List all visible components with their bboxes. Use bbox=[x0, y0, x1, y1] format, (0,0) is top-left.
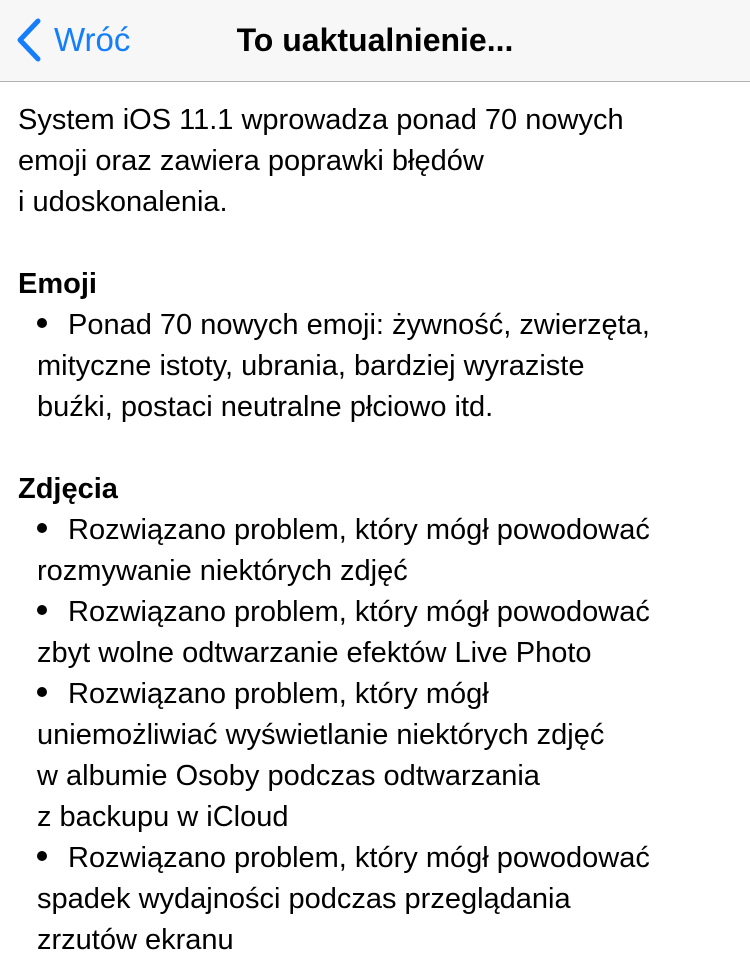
back-button-label: Wróć bbox=[54, 21, 131, 58]
bullet-icon bbox=[37, 687, 47, 697]
section-photos bbox=[18, 469, 732, 961]
list-item-text: mityczne istoty, ubrania, bardziej wyraziste bbox=[37, 350, 585, 382]
list-item-text: buźki, postaci neutralne płciowo itd. bbox=[37, 391, 494, 423]
list-item-text: w albumie Osoby podczas odtwarzania bbox=[37, 760, 540, 792]
list-item bbox=[18, 510, 732, 592]
section-heading: Zdjęcia bbox=[18, 473, 118, 505]
release-notes-content bbox=[18, 100, 732, 961]
list-item bbox=[18, 674, 732, 838]
chevron-left-icon bbox=[14, 17, 44, 63]
list-item bbox=[18, 305, 732, 428]
section-heading: Emoji bbox=[18, 268, 97, 300]
list-item-text: z backupu w iCloud bbox=[37, 801, 289, 833]
list-item-text: rozmywanie niektórych zdjęć bbox=[37, 555, 408, 587]
list-item-text: zbyt wolne odtwarzanie efektów Live Photo bbox=[37, 637, 592, 669]
back-button[interactable] bbox=[14, 16, 130, 64]
navigation-bar bbox=[0, 0, 750, 82]
bullet-icon bbox=[37, 523, 47, 533]
list-item-text: Rozwiązano problem, który mógł powodować bbox=[68, 842, 650, 874]
bullet-icon bbox=[37, 318, 47, 328]
list-item-text: Rozwiązano problem, który mógł bbox=[68, 678, 489, 710]
list-item-text: uniemożliwiać wyświetlanie niektórych zdjęć bbox=[37, 719, 605, 751]
list-item bbox=[18, 592, 732, 674]
intro-line: i udoskonalenia. bbox=[18, 186, 228, 218]
bullet-icon bbox=[37, 851, 47, 861]
list-item-text: Rozwiązano problem, który mógł powodować bbox=[68, 514, 650, 546]
list-item-text: spadek wydajności podczas przeglądania bbox=[37, 883, 571, 915]
intro-line: emoji oraz zawiera poprawki błędów bbox=[18, 145, 484, 177]
list-item-text: Rozwiązano problem, który mógł powodować bbox=[68, 596, 650, 628]
list-item-text: zrzutów ekranu bbox=[37, 924, 234, 956]
intro-paragraph bbox=[18, 100, 732, 223]
bullet-icon bbox=[37, 605, 47, 615]
list-item bbox=[18, 838, 732, 961]
section-emoji bbox=[18, 264, 732, 428]
list-item-text: Ponad 70 nowych emoji: żywność, zwierzęta, bbox=[68, 309, 650, 341]
page-title: To uaktualnienie... bbox=[236, 22, 514, 58]
intro-line: System iOS 11.1 wprowadza ponad 70 nowych bbox=[18, 104, 624, 136]
